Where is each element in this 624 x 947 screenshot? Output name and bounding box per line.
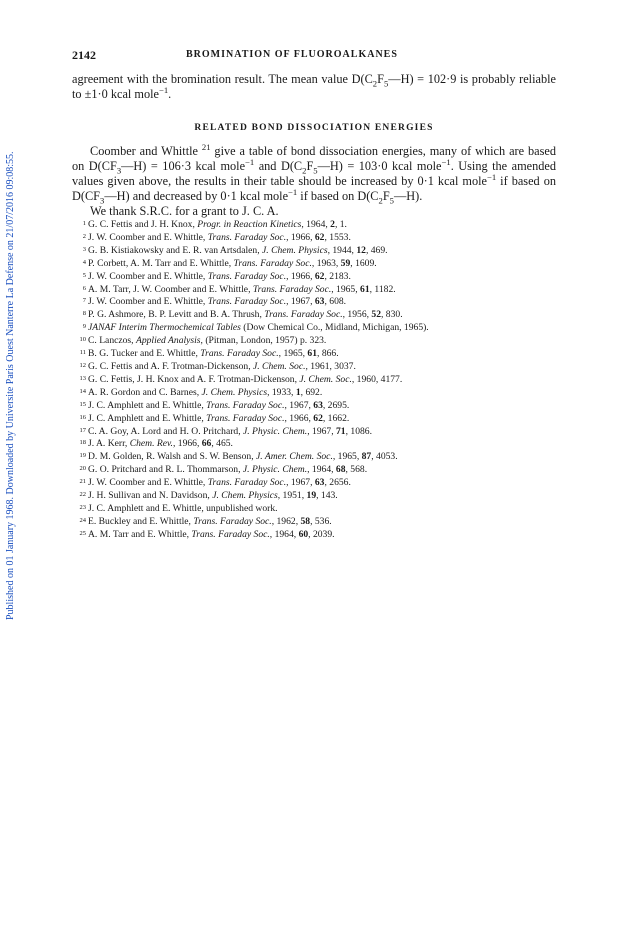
reference-item	[79, 502, 556, 516]
reference-journal: Trans. Faraday Soc.	[207, 270, 287, 282]
reference-number: 18	[79, 439, 86, 447]
reference-volume: 66	[201, 438, 212, 450]
reference-journal: Trans. Faraday Soc.	[207, 231, 287, 243]
reference-authors: G. C. Fettis, J. H. Knox and A. F. Trotman-Dickenson,	[88, 373, 300, 385]
reference-authors: G. C. Fettis and A. F. Trotman-Dickenson,	[88, 360, 253, 372]
reference-volume: 62	[313, 412, 323, 424]
reference-item	[82, 257, 556, 271]
reference-journal: J. Chem. Physics	[262, 244, 328, 256]
reference-number: 23	[79, 503, 86, 511]
reference-authors: J. W. Coomber and E. Whittle,	[88, 296, 208, 308]
reference-volume: 1	[295, 386, 301, 398]
reference-journal: Trans. Faraday Soc.	[200, 348, 279, 360]
reference-number: 10	[79, 336, 86, 344]
reference-volume: 62	[314, 231, 325, 243]
reference-authors: A. M. Tarr and E. Whittle,	[88, 528, 192, 540]
reference-item	[79, 528, 556, 542]
reference-journal: Applied Analysis	[135, 335, 201, 347]
reference-number: 22	[79, 491, 86, 499]
reference-journal: Trans. Faraday Soc.	[233, 257, 312, 269]
reference-number: 9	[82, 323, 86, 331]
reference-pages: , 469.	[365, 244, 388, 256]
reference-pages: , 1662.	[322, 412, 350, 424]
reference-pages: , 1182.	[369, 283, 396, 295]
reference-pages: , 4053.	[371, 451, 398, 463]
reference-authors: C. A. Goy, A. Lord and H. O. Pritchard,	[88, 425, 243, 437]
reference-item	[79, 425, 556, 439]
reference-number: 8	[82, 310, 86, 318]
reference-pages: , 830.	[381, 309, 403, 321]
reference-item	[79, 399, 556, 413]
reference-authors: B. G. Tucker and E. Whittle,	[88, 348, 201, 360]
reference-authors: A. M. Tarr, J. W. Coomber and E. Whittle,	[88, 283, 253, 295]
reference-authors: E. Buckley and E. Whittle,	[88, 515, 194, 527]
reference-number: 16	[79, 413, 86, 421]
reference-details: , 1962,	[271, 515, 301, 527]
reference-volume: 61	[360, 283, 370, 295]
reference-authors: D. M. Golden, R. Walsh and S. W. Benson,	[88, 451, 257, 463]
reference-pages: , 608.	[324, 296, 347, 308]
reference-item	[79, 373, 556, 387]
reference-journal: J. Amer. Chem. Soc.	[256, 451, 333, 463]
reference-volume: 63	[314, 477, 325, 489]
reference-item	[79, 348, 556, 361]
reference-details: (Dow Chemical Co., Midland, Michigan, 1965).	[240, 322, 429, 334]
reference-details: , 1956,	[342, 309, 372, 321]
reference-volume: 68	[335, 464, 346, 476]
reference-number: 4	[82, 258, 86, 266]
reference-pages: , 2039.	[308, 528, 335, 540]
reference-pages: , 2183.	[324, 270, 351, 282]
reference-item	[82, 244, 556, 258]
reference-pages: , 692.	[300, 386, 323, 398]
reference-authors: J. W. Coomber and E. Whittle,	[88, 270, 208, 282]
reference-journal: J. Chem. Soc.	[253, 360, 306, 372]
reference-volume: 2	[330, 219, 335, 230]
reference-number: 2	[82, 232, 86, 240]
reference-pages: , 1.	[334, 219, 347, 230]
reference-volume: 12	[356, 244, 366, 256]
reference-authors: J. W. Coomber and E. Whittle,	[88, 231, 208, 243]
reference-details: , 1964,	[269, 528, 299, 540]
reference-number: 7	[82, 297, 86, 305]
reference-details: , 1967,	[284, 399, 314, 411]
reference-item	[79, 386, 556, 400]
download-watermark: Published on 01 January 1968. Downloaded by Universite Paris Ouest Nanterre La Defense on 21/07/2016 09:08:55.	[5, 151, 16, 620]
reference-details: , 1966,	[286, 270, 315, 282]
reference-list	[72, 219, 556, 542]
reference-item	[79, 490, 556, 503]
reference-authors: C. Lanczos,	[88, 335, 136, 347]
reference-pages: , 1553.	[324, 231, 351, 243]
reference-journal: JANAF Interim Thermochemical Tables	[88, 322, 241, 334]
reference-item	[79, 515, 556, 529]
reference-details: , (Pitman, London, 1957) p. 323.	[200, 335, 327, 347]
article-body	[72, 72, 556, 542]
reference-journal: Trans. Faraday Soc.	[191, 528, 270, 540]
reference-journal: J. Physic. Chem.	[243, 425, 308, 437]
reference-number: 15	[79, 400, 86, 408]
reference-details: , 1966,	[286, 231, 315, 243]
reference-volume: 63	[313, 399, 323, 411]
reference-authors: P. Corbett, A. M. Tarr and E. Whittle,	[88, 257, 234, 269]
reference-authors: J. A. Kerr,	[88, 438, 130, 450]
reference-journal: J. Chem. Physics	[212, 490, 278, 502]
reference-authors: J. C. Amphlett and E. Whittle,	[88, 412, 207, 424]
reference-number: 3	[82, 245, 86, 253]
reference-authors: P. G. Ashmore, B. P. Levitt and B. A. Thrush,	[88, 309, 265, 321]
paragraph-related-energies: Coomber and Whittle $^{21}$ give a table of bond dissociation energies, many of which are based on $D(CF_3—H) = 106\cdot 3$ kcal mole$^{-1}$ and $D(C_2F_5—H) = 103\cdot 0$ kcal mole$^{-1}$. Using the amended values given above, the results in their table should be increased by 0·1 kcal mole$^{-1}$ if based on $D(CF_3—H)$ and decreased by 0·1 kcal mole$^{-1}$ if based on $D(C_2F_5—H)$.	[72, 141, 557, 206]
reference-number: 17	[79, 426, 86, 434]
reference-details: , 1964,	[307, 464, 336, 476]
reference-number: 5	[82, 271, 86, 279]
reference-journal: Chem. Rev.	[129, 438, 173, 450]
reference-volume: 87	[361, 451, 372, 463]
section-heading: RELATED BOND DISSOCIATION ENERGIES	[194, 123, 434, 133]
reference-item	[79, 464, 556, 477]
reference-volume: 52	[371, 309, 381, 321]
reference-number: 25	[79, 529, 86, 537]
reference-item	[79, 451, 556, 464]
reference-pages: , 1086.	[345, 425, 372, 437]
reference-pages: , 1609.	[350, 257, 377, 269]
reference-volume: 59	[340, 257, 351, 269]
reference-item	[79, 477, 556, 490]
reference-journal: Trans. Faraday Soc.	[252, 283, 332, 295]
reference-item	[79, 335, 556, 348]
reference-details: , 1965,	[332, 451, 362, 463]
reference-number: 24	[79, 516, 86, 524]
reference-item	[82, 322, 556, 335]
reference-pages: , 2656.	[324, 477, 351, 489]
reference-item	[82, 270, 556, 284]
reference-details: , 1933,	[267, 386, 296, 398]
reference-number: 13	[79, 374, 86, 382]
reference-volume: 62	[314, 270, 325, 282]
reference-number: 12	[79, 361, 86, 369]
reference-authors: J. H. Sullivan and N. Davidson,	[88, 490, 213, 502]
reference-details: , 1966,	[284, 412, 314, 424]
reference-number: 6	[82, 284, 86, 292]
reference-authors: G. O. Pritchard and R. L. Thommarson,	[88, 464, 243, 476]
reference-item	[82, 231, 556, 245]
reference-journal: J. Chem. Physics	[201, 386, 268, 398]
reference-authors: J. C. Amphlett and E. Whittle, unpublished work.	[88, 502, 278, 514]
reference-volume: 71	[336, 425, 346, 437]
reference-number: 21	[79, 478, 86, 486]
reference-details: , 1963,	[311, 257, 341, 269]
reference-authors: A. R. Gordon and C. Barnes,	[88, 386, 202, 398]
reference-item	[82, 296, 556, 309]
reference-volume: 63	[314, 296, 325, 308]
page-header	[72, 48, 558, 66]
reference-pages: , 465.	[211, 438, 233, 450]
reference-number: 14	[79, 387, 86, 395]
page-number: 2142	[72, 48, 96, 62]
reference-journal: Trans. Faraday Soc.	[193, 515, 272, 527]
running-head: BROMINATION OF FLUOROALKANES	[186, 49, 398, 60]
reference-journal: Progr. in Reaction Kinetics	[197, 219, 302, 230]
reference-journal: Trans. Faraday Soc.	[207, 477, 287, 489]
reference-item	[79, 360, 556, 374]
reference-details: , 1967,	[286, 296, 315, 308]
reference-details: , 1951,	[277, 490, 307, 502]
reference-journal: Trans. Faraday Soc.	[206, 412, 285, 424]
reference-details: , 1967,	[286, 477, 315, 489]
reference-volume: 58	[300, 515, 311, 527]
reference-item	[79, 412, 556, 426]
reference-journal: Trans. Faraday Soc.	[206, 399, 285, 411]
reference-pages: , 536.	[310, 515, 332, 527]
reference-details: , 1961, 3037.	[305, 360, 356, 372]
paragraph-mean-value: agreement with the bromination result. The mean value $D(C_2F_5—H) = 102\cdot 9$ is probably reliable to ±1·0 kcal mole$^{-1}$.	[72, 72, 556, 101]
reference-volume: 61	[307, 348, 318, 360]
reference-journal: Trans. Faraday Soc.	[207, 296, 287, 308]
reference-details: , 1965,	[278, 348, 308, 360]
reference-journal: J. Physic. Chem.	[242, 464, 308, 476]
reference-journal: Trans. Faraday Soc.	[264, 309, 343, 321]
reference-pages: , 568.	[345, 464, 368, 476]
reference-item	[82, 283, 556, 297]
reference-number: 19	[79, 452, 86, 460]
reference-authors: G. C. Fettis and J. H. Knox,	[88, 219, 198, 230]
reference-journal: J. Chem. Soc.	[299, 373, 352, 385]
reference-authors: J. C. Amphlett and E. Whittle,	[88, 399, 207, 411]
reference-authors: J. W. Coomber and E. Whittle,	[88, 477, 208, 489]
reference-details: , 1964,	[301, 219, 331, 230]
reference-details: , 1967,	[307, 425, 336, 437]
reference-volume: 19	[306, 490, 317, 502]
reference-authors: G. B. Kistiakowsky and E. R. van Artsdalen,	[88, 244, 263, 256]
reference-item	[79, 438, 556, 451]
reference-details: , 1966,	[172, 438, 202, 450]
reference-details: , 1960, 4177.	[351, 373, 403, 385]
reference-item	[82, 309, 556, 322]
reference-number: 20	[79, 465, 86, 473]
reference-number: 1	[82, 220, 86, 227]
reference-item	[82, 219, 556, 232]
acknowledgement: We thank S.R.C. for a grant to J. C. A.	[90, 204, 279, 218]
reference-details: , 1965,	[331, 283, 361, 295]
reference-pages: , 143.	[316, 490, 338, 502]
reference-pages: , 2695.	[322, 399, 350, 411]
reference-pages: , 866.	[317, 348, 339, 360]
reference-volume: 60	[298, 528, 309, 540]
reference-details: , 1944,	[327, 244, 357, 256]
reference-number: 11	[79, 349, 86, 357]
